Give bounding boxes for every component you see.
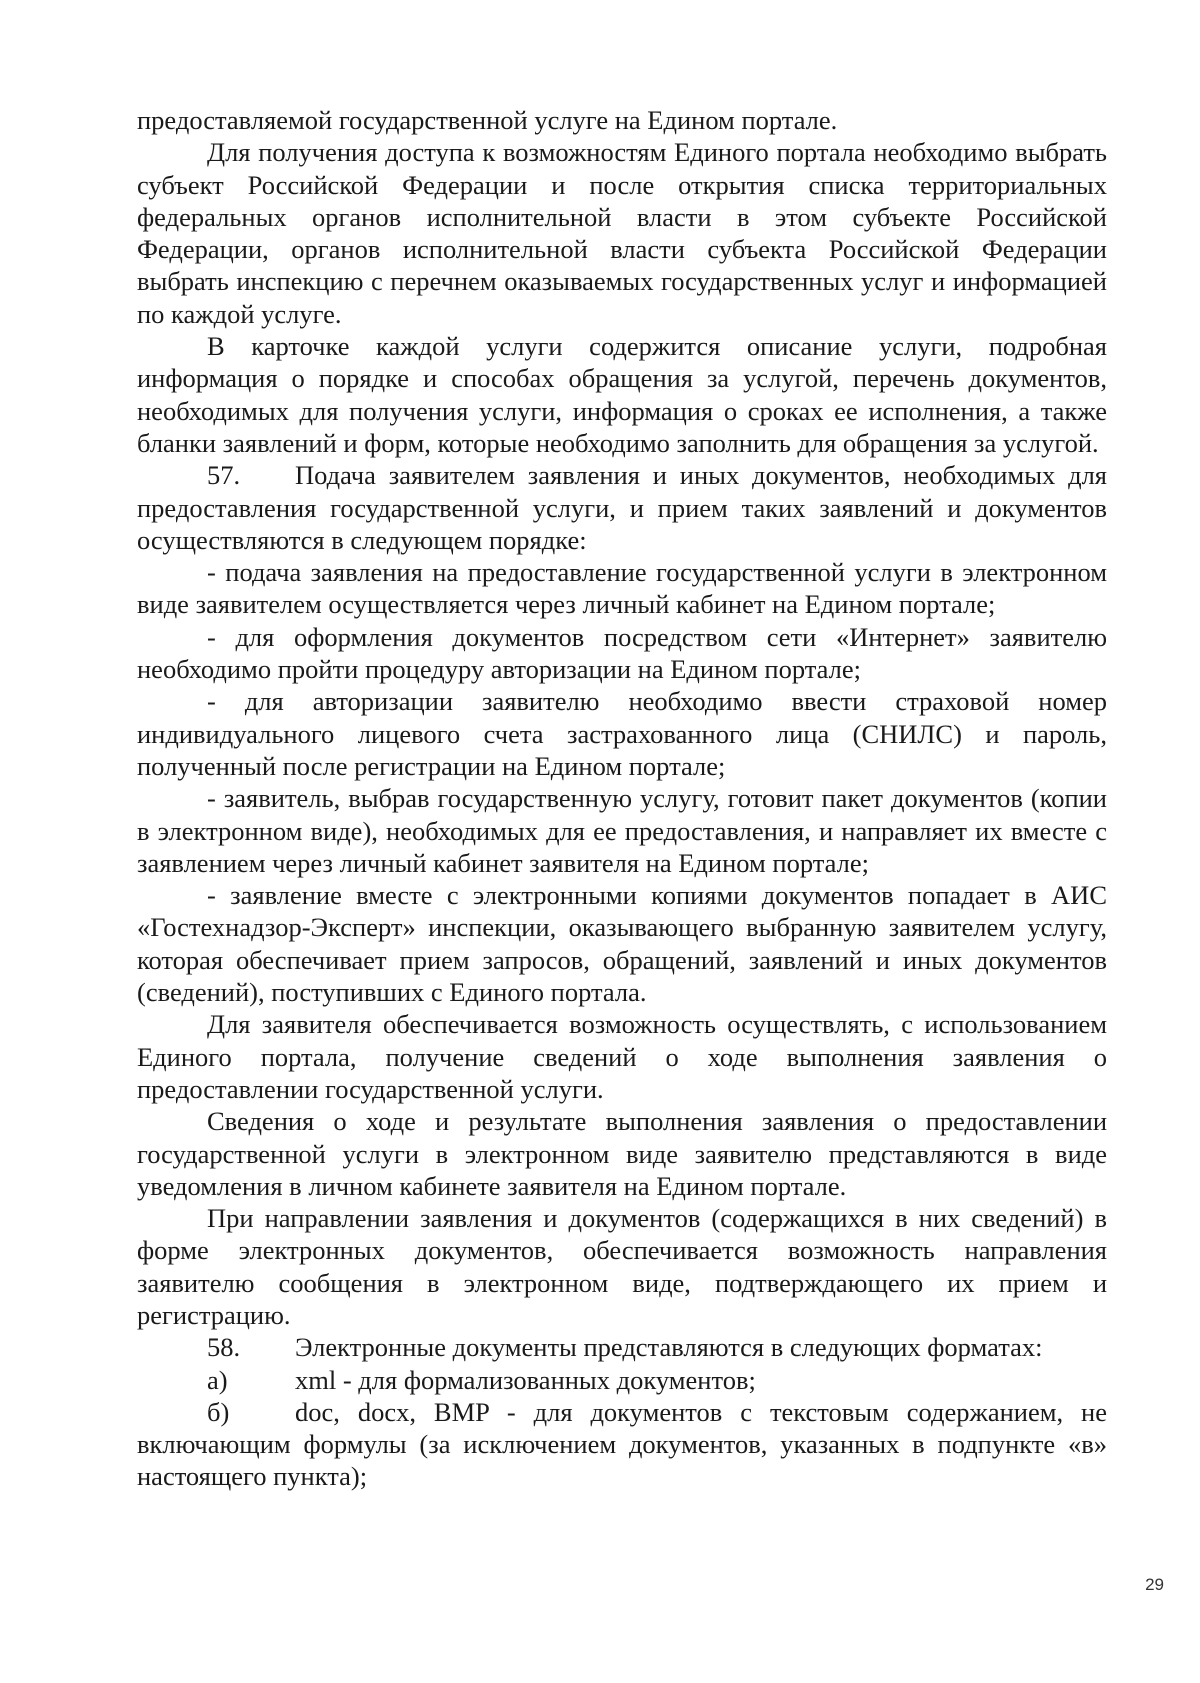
list-item-authorization-required: - для оформления документов посредством сети «Интернет» заявителю необходимо пройти процедуру авторизации на Едином портале; <box>137 621 1107 685</box>
document-body <box>137 104 1107 1493</box>
list-item-document-package: - заявитель, выбрав государственную услугу, готовит пакет документов (копии в электронном виде), необходимых для ее предоставления, и направляет их вместе с заявлением через личный кабинет заявителя на Едином портале; <box>137 783 1107 878</box>
subitem-a-letter: а) <box>207 1364 228 1395</box>
item-number-58: 58. <box>207 1332 241 1363</box>
paragraph-status-notification: Сведения о ходе и результате выполнения заявления о предоставлении государственной услуги в электронном виде заявителю представляются в виде уведомления в личном кабинете заявителя на Едином портале. <box>137 1106 1107 1201</box>
subitem-a <box>137 1364 1107 1396</box>
paragraph-1: предоставляемой государственной услуге на Едином портале. <box>137 105 838 135</box>
subitem-b-text: doc, docx, BMP - для документов с текстовым содержанием, не включающим формулы (за исключением документов, указанных в подпункте «в» настоящего пункта); <box>137 1396 1107 1492</box>
list-item-ais: - заявление вместе с электронными копиями документов попадает в АИС «Гостехнадзор-Эксперт» инспекции, оказывающего выбранную заявителем услугу, которая обеспечивает прием запросов, обращений, заявлений и иных документов (сведений), поступивших с Единого портала. <box>137 880 1107 1008</box>
page-number: 29 <box>1145 1575 1164 1594</box>
paragraph-57 <box>137 459 1107 556</box>
item-number-57: 57. <box>207 460 241 491</box>
paragraph-3: В карточке каждой услуги содержится описание услуги, подробная информация о порядке и способах обращения за услугой, перечень документов, необходимых для получения услуги, информация о сроках ее исполнения, а также бланки заявлений и форм, которые необходимо заполнить для обращения за услугой. <box>137 331 1107 458</box>
list-item-snils: - для авторизации заявителю необходимо ввести страховой номер индивидуального лицевого счета застрахованного лица (СНИЛС) и пароль, полученный после регистрации на Едином портале; <box>137 686 1107 781</box>
paragraph-2: Для получения доступа к возможностям Единого портала необходимо выбрать субъект Российской Федерации и после открытия списка территориальных федеральных органов исполнительной власти в этом субъекте Российской Федерации, органов исполнительной власти субъекта Российской Федерации выбрать инспекцию с перечнем оказываемых государственных услуг и информацией по каждой услуге. <box>137 137 1107 329</box>
paragraph-status-tracking: Для заявителя обеспечивается возможность осуществлять, с использованием Единого портала, получение сведений о ходе выполнения заявления о предоставлении государственной услуги. <box>137 1009 1107 1104</box>
subitem-a-text: xml - для формализованных документов; <box>295 1364 756 1395</box>
paragraph-58-text: Электронные документы представляются в следующих форматах: <box>295 1332 1043 1363</box>
subitem-b-letter: б) <box>207 1396 230 1427</box>
paragraph-57-text: Подача заявителем заявления и иных документов, необходимых для предоставления государственной услуги, и прием таких заявлений и документов осуществляются в следующем порядке: <box>137 460 1107 555</box>
paragraph-58 <box>137 1331 1107 1363</box>
list-item-submission: - подача заявления на предоставление государственной услуги в электронном виде заявителем осуществляется через личный кабинет на Едином портале; <box>137 557 1107 620</box>
paragraph-confirmation: При направлении заявления и документов (содержащихся в них сведений) в форме электронных документов, обеспечивается возможность направления заявителю сообщения в электронном виде, подтверждающего их прием и регистрацию. <box>137 1203 1107 1330</box>
subitem-b <box>137 1396 1107 1493</box>
